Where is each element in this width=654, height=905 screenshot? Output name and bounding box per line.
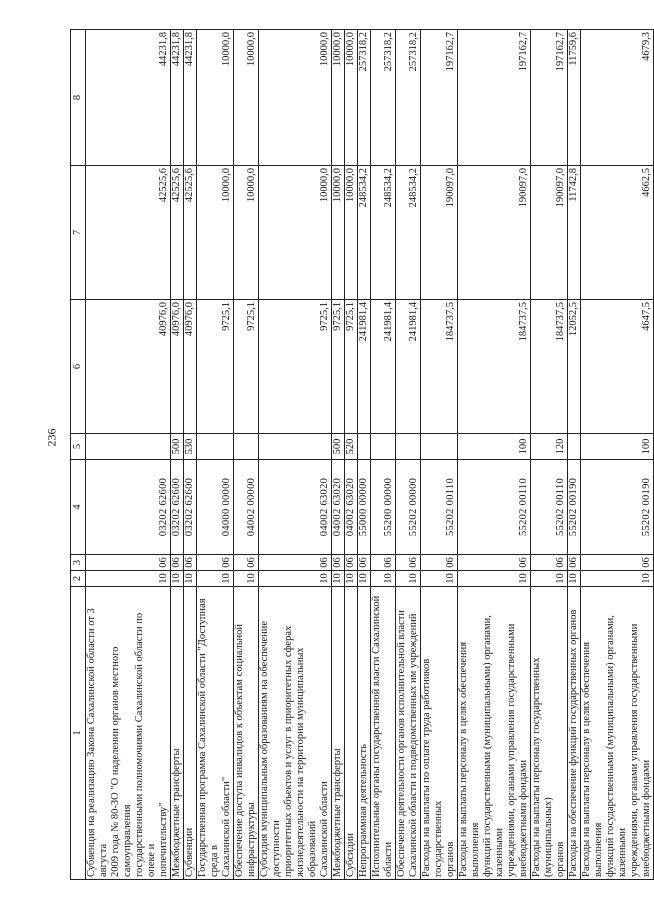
target-article-code: 55202 00190 [581,460,654,555]
row-description: Субсидии [345,587,358,880]
amount-year-3: 197162,7 [421,30,458,166]
subsection-code: 06 [458,555,531,571]
section-code: 10 [234,571,259,587]
amount-year-1: 9725,1 [234,300,259,434]
amount-year-3: 44231,8 [184,30,197,166]
amount-year-3: 197162,7 [458,30,531,166]
target-article-code: 55202 00110 [531,460,568,555]
amount-year-1: 40976,0 [86,300,171,434]
table-row [332,30,345,880]
section-code: 10 [568,571,581,587]
row-description: Расходы на выплаты по оплате труда работников государственных органов [421,587,458,880]
amount-year-3: 10000,0 [259,30,332,166]
column-header: 2 [71,571,86,587]
amount-year-3: 257318,2 [371,30,396,166]
table-row [345,30,358,880]
amount-year-1: 9725,1 [259,300,332,434]
amount-year-1: 9725,1 [197,300,234,434]
amount-year-1: 241981,4 [358,300,371,434]
row-description: Расходы на выплаты персоналу в целях обеспечения выполнения функций государственными (муниципальными) органами, казенными учреждениями, органами управления государственными внебюджетными фондами [458,587,531,880]
amount-year-3: 10000,0 [345,30,358,166]
target-article-code: 04002 63020 [332,460,345,555]
amount-year-1: 241981,4 [396,300,421,434]
amount-year-3: 10000,0 [332,30,345,166]
amount-year-1: 184737,5 [421,300,458,434]
amount-year-2: 11742,8 [568,166,581,300]
section-code: 10 [371,571,396,587]
table-row [86,30,171,880]
page-number: 236 [44,428,59,447]
amount-year-3: 257318,2 [396,30,421,166]
table-row [184,30,197,880]
expense-type-code [358,434,371,460]
column-header: 5 [71,434,86,460]
amount-year-3: 197162,7 [531,30,568,166]
column-header: 4 [71,460,86,555]
expense-type-code [259,434,332,460]
subsection-code: 06 [197,555,234,571]
target-article-code: 55202 00110 [421,460,458,555]
expense-type-code: 500 [171,434,184,460]
column-header: 3 [71,555,86,571]
section-code: 10 [458,571,531,587]
budget-table [70,29,654,880]
amount-year-1: 40976,0 [184,300,197,434]
amount-year-3: 44231,8 [171,30,184,166]
amount-year-2: 42525,6 [171,166,184,300]
column-header: 8 [71,30,86,166]
subsection-code: 06 [86,555,171,571]
row-description: Субвенция на реализацию Закона Сахалинской области от 3 августа 2009 года № 80-ЗО "О наделении органов местного самоуправления государственными полномочиями Сахалинской области по опеке и попечительству" [86,587,171,880]
expense-type-code [234,434,259,460]
amount-year-2: 10000,0 [332,166,345,300]
subsection-code: 06 [332,555,345,571]
expense-type-code [396,434,421,460]
amount-year-3: 10000,0 [234,30,259,166]
section-code: 10 [358,571,371,587]
target-article-code: 04002 63020 [259,460,332,555]
table-row [371,30,396,880]
section-code: 10 [184,571,197,587]
expense-type-code [568,434,581,460]
target-article-code: 04002 63020 [345,460,358,555]
table-row [396,30,421,880]
amount-year-3: 4679,3 [581,30,654,166]
row-description: Субвенции [184,587,197,880]
row-description: Государственная программа Сахалинской области "Доступная среда в Сахалинской области" [197,587,234,880]
amount-year-2: 4662,5 [581,166,654,300]
amount-year-1: 184737,5 [458,300,531,434]
section-code: 10 [171,571,184,587]
amount-year-1: 184737,5 [531,300,568,434]
target-article-code: 04002 00000 [234,460,259,555]
subsection-code: 06 [396,555,421,571]
subsection-code: 06 [371,555,396,571]
expense-type-code [197,434,234,460]
amount-year-2: 190097,0 [458,166,531,300]
row-description: Межбюджетные трансферты [171,587,184,880]
amount-year-2: 42525,6 [184,166,197,300]
amount-year-2: 10000,0 [259,166,332,300]
amount-year-1: 40976,0 [171,300,184,434]
amount-year-3: 10000,0 [197,30,234,166]
amount-year-2: 42525,6 [86,166,171,300]
subsection-code: 06 [421,555,458,571]
subsection-code: 06 [531,555,568,571]
amount-year-3: 11759,6 [568,30,581,166]
column-header: 6 [71,300,86,434]
table-row [234,30,259,880]
section-code: 10 [259,571,332,587]
section-code: 10 [197,571,234,587]
expense-type-code: 520 [345,434,358,460]
amount-year-2: 10000,0 [345,166,358,300]
subsection-code: 06 [171,555,184,571]
row-description: Обеспечение деятельности органов исполнительной власти Сахалинской области и подведомственных им учреждений [396,587,421,880]
subsection-code: 06 [568,555,581,571]
subsection-code: 06 [184,555,197,571]
amount-year-1: 241981,4 [371,300,396,434]
table-row [197,30,234,880]
header-row [71,30,86,880]
amount-year-2: 248534,2 [371,166,396,300]
target-article-code: 04000 00000 [197,460,234,555]
amount-year-2: 248534,2 [358,166,371,300]
target-article-code: 03202 62600 [171,460,184,555]
section-code: 10 [531,571,568,587]
amount-year-2: 10000,0 [234,166,259,300]
row-description: Субсидия муниципальным образованиям на обеспечение доступности приоритетных объектов и услуг в приоритетных сферах жизнедеятельности на территории муниципальных образований Сахалинской области [259,587,332,880]
column-header: 7 [71,166,86,300]
amount-year-3: 257318,2 [358,30,371,166]
target-article-code: 03202 62600 [184,460,197,555]
subsection-code: 06 [259,555,332,571]
target-article-code: 55202 00000 [396,460,421,555]
table-row [171,30,184,880]
table-row [568,30,581,880]
expense-type-code: 100 [581,434,654,460]
expense-type-code [86,434,171,460]
subsection-code: 06 [581,555,654,571]
expense-type-code: 530 [184,434,197,460]
section-code: 10 [421,571,458,587]
amount-year-2: 10000,0 [197,166,234,300]
target-article-code: 55000 00000 [358,460,371,555]
amount-year-1: 9725,1 [345,300,358,434]
expense-type-code: 120 [531,434,568,460]
expense-type-code: 500 [332,434,345,460]
row-description: Межбюджетные трансферты [332,587,345,880]
target-article-code: 03202 62600 [86,460,171,555]
section-code: 10 [345,571,358,587]
expense-type-code: 100 [458,434,531,460]
target-article-code: 55202 00110 [458,460,531,555]
expense-type-code [421,434,458,460]
amount-year-1: 12052,5 [568,300,581,434]
table-row [531,30,568,880]
section-code: 10 [396,571,421,587]
subsection-code: 06 [358,555,371,571]
row-description: Расходы на выплаты персоналу в целях обеспечения выполнения функций государственными (муниципальными) органами, казенными учреждениями, органами управления государственными внебюджетными фондами [581,587,654,880]
table-row [581,30,654,880]
target-article-code: 55200 00000 [371,460,396,555]
rotated-page [70,30,652,880]
amount-year-1: 9725,1 [332,300,345,434]
amount-year-2: 190097,0 [531,166,568,300]
column-header: 1 [71,587,86,880]
target-article-code: 55202 00190 [568,460,581,555]
amount-year-2: 248534,2 [396,166,421,300]
subsection-code: 06 [234,555,259,571]
amount-year-1: 4647,5 [581,300,654,434]
amount-year-3: 44231,8 [86,30,171,166]
row-description: Исполнительные органы государственной власти Сахалинской области [371,587,396,880]
expense-type-code [371,434,396,460]
row-description: Непрограммная деятельность [358,587,371,880]
table-row [259,30,332,880]
subsection-code: 06 [345,555,358,571]
row-description: Обеспечение доступа инвалидов к объектам социальной инфраструктуры [234,587,259,880]
row-description: Расходы на обеспечение функций государственных органов [568,587,581,880]
amount-year-2: 190097,0 [421,166,458,300]
section-code: 10 [332,571,345,587]
table-row [421,30,458,880]
section-code: 10 [581,571,654,587]
table-row [458,30,531,880]
section-code: 10 [86,571,171,587]
table-row [358,30,371,880]
row-description: Расходы на выплаты персоналу государственных (муниципальных) органов [531,587,568,880]
